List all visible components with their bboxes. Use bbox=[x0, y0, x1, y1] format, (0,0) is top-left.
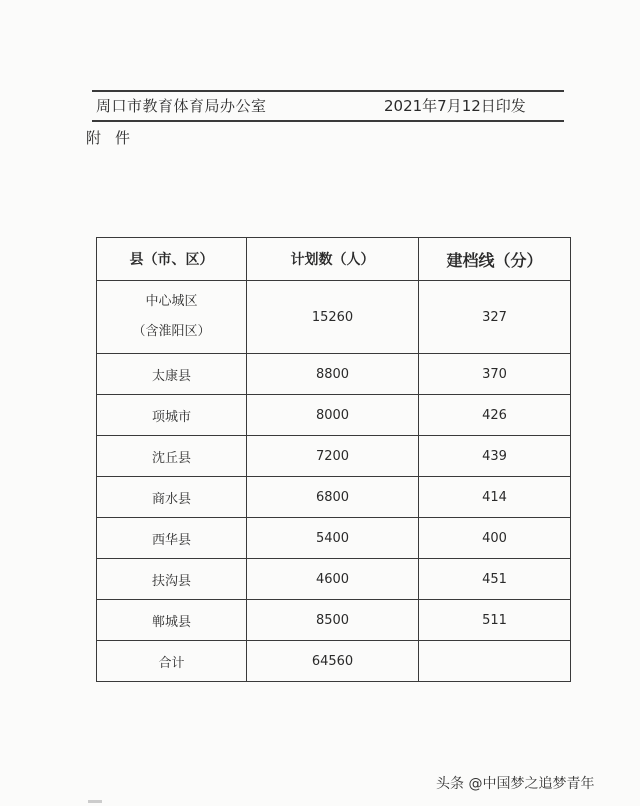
plan-cell: 5400 bbox=[247, 518, 419, 559]
county-name-line2: （含淮阳区） bbox=[132, 324, 211, 339]
county-cell: 项城市 bbox=[97, 395, 247, 436]
table-row bbox=[97, 518, 571, 559]
score-cell: 327 bbox=[419, 281, 571, 354]
scan-speck bbox=[88, 800, 102, 803]
plan-cell: 4600 bbox=[247, 559, 419, 600]
bottom-rule bbox=[92, 120, 564, 122]
total-score-cell bbox=[419, 641, 571, 682]
county-cell: 沈丘县 bbox=[97, 436, 247, 477]
plan-cell: 8000 bbox=[247, 395, 419, 436]
column-header-score: 建档线（分） bbox=[419, 238, 571, 281]
score-cell: 400 bbox=[419, 518, 571, 559]
table-row bbox=[97, 436, 571, 477]
table-header-row bbox=[97, 238, 571, 281]
table-total-row bbox=[97, 641, 571, 682]
table-row bbox=[97, 281, 571, 354]
plan-cell: 8500 bbox=[247, 600, 419, 641]
top-rule bbox=[92, 90, 564, 92]
total-plan-cell: 64560 bbox=[247, 641, 419, 682]
quota-table bbox=[96, 237, 571, 682]
issuing-office: 周口市教育体育局办公室 bbox=[96, 97, 267, 115]
table-row bbox=[97, 395, 571, 436]
score-cell: 451 bbox=[419, 559, 571, 600]
watermark: 头条 @中国梦之追梦青年 bbox=[436, 776, 595, 792]
county-cell: 扶沟县 bbox=[97, 559, 247, 600]
county-cell: 郸城县 bbox=[97, 600, 247, 641]
score-cell: 511 bbox=[419, 600, 571, 641]
column-header-plan: 计划数（人） bbox=[247, 238, 419, 281]
attachment-label: 附件 bbox=[86, 129, 145, 147]
county-name-line1: 中心城区 bbox=[145, 294, 198, 309]
plan-cell: 8800 bbox=[247, 354, 419, 395]
score-cell: 414 bbox=[419, 477, 571, 518]
plan-cell: 15260 bbox=[247, 281, 419, 354]
table-row bbox=[97, 559, 571, 600]
county-cell: 太康县 bbox=[97, 354, 247, 395]
issue-date: 2021年7月12日印发 bbox=[384, 97, 526, 115]
score-cell: 370 bbox=[419, 354, 571, 395]
plan-cell: 6800 bbox=[247, 477, 419, 518]
total-label-cell: 合计 bbox=[97, 641, 247, 682]
score-cell: 439 bbox=[419, 436, 571, 477]
county-cell: 商水县 bbox=[97, 477, 247, 518]
table-row bbox=[97, 600, 571, 641]
score-cell: 426 bbox=[419, 395, 571, 436]
table-row bbox=[97, 354, 571, 395]
table-row bbox=[97, 477, 571, 518]
column-header-county: 县（市、区） bbox=[97, 238, 247, 281]
county-cell: 西华县 bbox=[97, 518, 247, 559]
plan-cell: 7200 bbox=[247, 436, 419, 477]
county-cell bbox=[97, 281, 247, 354]
